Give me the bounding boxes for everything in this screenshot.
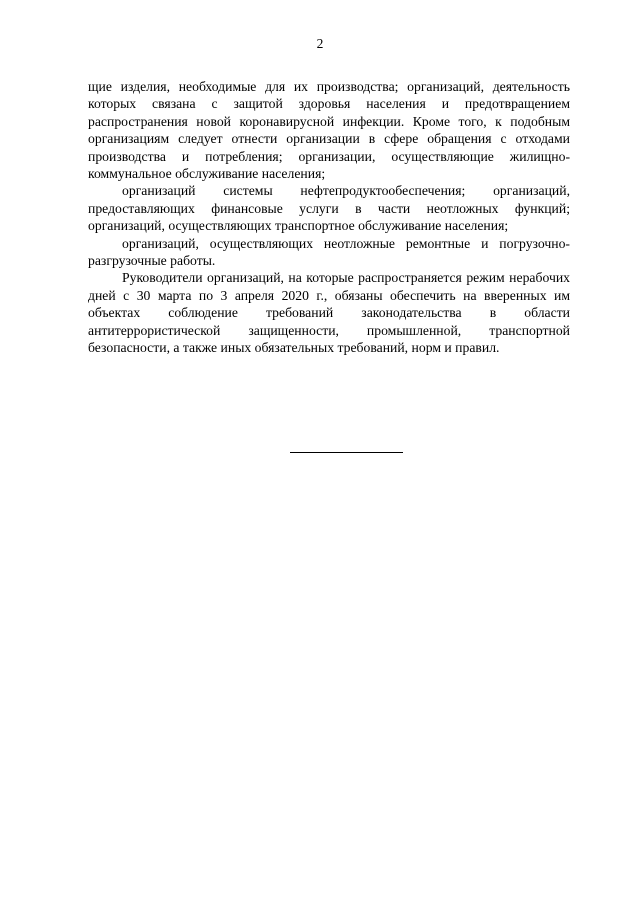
paragraph-continuation: щие изделия, необходимые для их производства; организаций, деятельность которых связана с защитой здоровья населения и предотвращением распространения новой коронавирусной инфекции. Кроме того, к подобным организациям следует отнести организации в сфере обращения с отходами производства и потребления; организации, осуществляющие жилищно-коммунальное обслуживание населения; (88, 79, 570, 182)
end-separator-line (290, 452, 403, 453)
paragraph-managers-obligations: Руководители организаций, на которые распространяется режим нерабочих дней с 30 марта по 3 апреля 2020 г., обязаны обеспечить на вверенных им объектах соблюдение требований законодательства в области антитеррористической защищенности, промышленной, транспортной безопасности, а также иных обязательных требований, норм и правил. (88, 270, 570, 356)
document-body (88, 78, 570, 357)
paragraph-repair-works: организаций, осуществляющих неотложные ремонтные и погрузочно-разгрузочные работы. (88, 235, 570, 269)
page-number: 2 (316, 36, 324, 51)
paragraph-oil-supply: организаций системы нефтепродуктообеспечения; организаций, предоставляющих финансовые услуги в части неотложных функций; организаций, осуществляющих транспортное обслуживание населения; (88, 183, 570, 234)
